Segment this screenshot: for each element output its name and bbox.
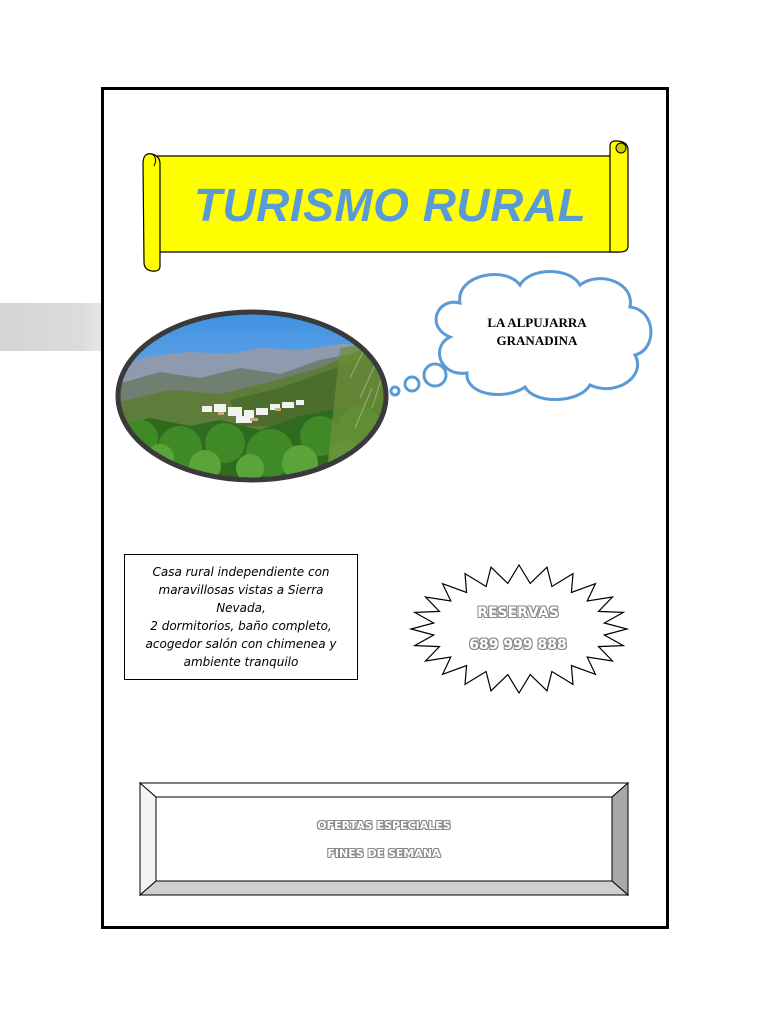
description-line: 2 dormitorios, baño completo, [150, 619, 332, 633]
starburst-shape [408, 563, 630, 695]
description-line: Casa rural independiente con [152, 565, 330, 579]
description-line: acogedor salón con chimenea y [145, 637, 337, 651]
offers-bevel-box [139, 782, 629, 896]
cloud-line-2: GRANADINA [496, 333, 578, 348]
offers-line-1: OFERTAS ESPECIALES [317, 819, 451, 832]
reservations-phone[interactable]: 689 999 888 [469, 637, 567, 653]
description-box [124, 554, 358, 680]
landscape-photo [110, 308, 400, 488]
starburst-outline [411, 565, 627, 693]
description-line: maravillosas vistas a Sierra Nevada, [158, 583, 324, 615]
reservations-label: RESERVAS [477, 605, 559, 621]
banner-title: TURISMO RURAL [193, 179, 587, 231]
offers-line-2: FINES DE SEMANA [327, 847, 441, 860]
cloud-text [462, 314, 612, 350]
description-line: ambiente tranquilo [183, 655, 299, 669]
cloud-line-1: LA ALPUJARRA [487, 315, 587, 330]
